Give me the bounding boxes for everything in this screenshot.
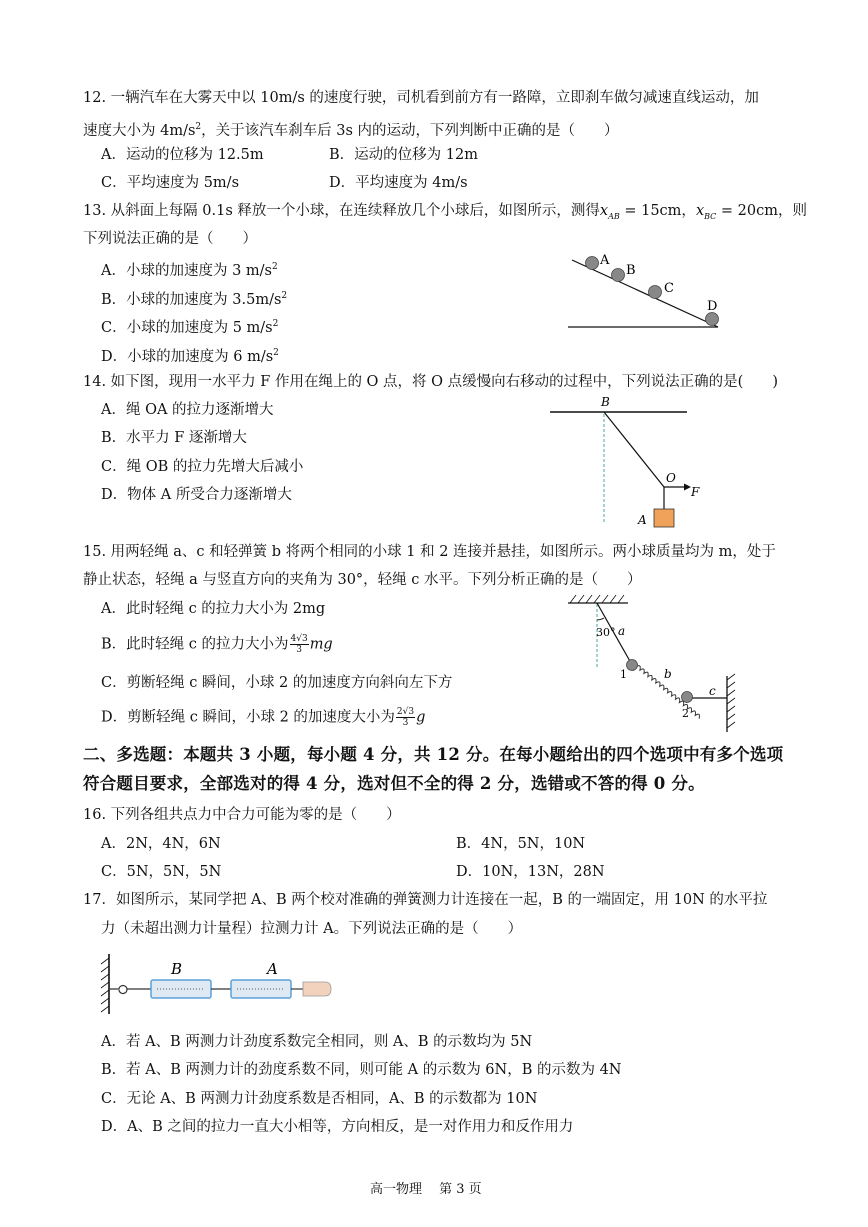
label-c: C [664, 281, 674, 296]
label-b: B [171, 960, 183, 978]
incline-line [572, 260, 718, 327]
label-a: A [267, 960, 278, 978]
q14-option-c: C．绳 OB 的拉力先增大后减小 [101, 459, 304, 475]
q17-option-b: B．若 A、B 两测力计的劲度系数不同，则可能 A 的示数为 6N，B 的示数为 4N [101, 1062, 622, 1078]
label-angle: 30° [596, 626, 616, 639]
q17-option-a: A．若 A、B 两测力计劲度系数完全相同，则 A、B 的示数均为 5N [101, 1034, 533, 1050]
q12-option-b: B．运动的位移为 12m [329, 147, 478, 163]
label-2: 2 [682, 707, 689, 720]
angle-arc [597, 618, 604, 620]
q13-incline-figure [560, 245, 730, 335]
q13-option-d: D．小球的加速度为 6 $m/s^2$ [101, 348, 279, 365]
q17-option-d: D．A、B 之间的拉力一直大小相等，方向相反，是一对作用力和反作用力 [101, 1119, 574, 1135]
q13-option-b: B．小球的加速度为 $3.5m/s^2$ [101, 291, 288, 308]
page-footer: 高一物理 第 3 页 [370, 1182, 482, 1197]
q15-line2: 静止状态，轻绳 a 与竖直方向的夹角为 30°，轻绳 c 水平。下列分析正确的是（ ） [83, 572, 642, 588]
q15-line1: 15. 用两轻绳 a、c 和轻弹簧 b 将两个相同的小球 1 和 2 连接并悬挂，如图所示。两小球质量均为 m，处于 [83, 544, 776, 560]
q16-option-d: D．10N，13N，28N [456, 864, 605, 880]
label-c: c [709, 684, 716, 698]
label-b: B [601, 395, 610, 409]
section-2-heading-line2: 符合题目要求，全部选对的得 4 分，选对但不全的得 2 分，选错或不答的得 0 分。 [83, 774, 705, 793]
ball-2 [682, 692, 693, 703]
q16-option-a: A．2N，4N，6N [101, 836, 221, 852]
q17-line1: 17．如图所示，某同学把 A、B 两个校对准确的弹簧测力计连接在一起，B 的一端固定，用 10N 的水平拉 [83, 892, 768, 908]
label-b: B [626, 263, 636, 278]
hook [109, 986, 127, 994]
q13-option-a: A．小球的加速度为 3 $m/s^2$ [101, 262, 278, 279]
q17-spring-scale-figure [97, 948, 337, 1018]
q16-option-b: B．4N，5N，10N [456, 836, 586, 852]
ball-1 [627, 660, 638, 671]
label-f: F [691, 485, 700, 499]
q15-option-a: A．此时轻绳 c 的拉力大小为 2mg [101, 601, 326, 617]
q17-option-c: C．无论 A、B 两测力计劲度系数是否相同，A、B 的示数都为 10N [101, 1091, 538, 1107]
q15-option-b: B．此时轻绳 c 的拉力大小为 $\frac{4√3}{3}$ mg [101, 634, 333, 655]
q14-rope-figure [545, 390, 715, 535]
label-1: 1 [620, 668, 627, 681]
q15-option-d: D．剪断轻绳 c 瞬间，小球 2 的加速度大小为 $\frac{2√3}{3}$ g [101, 707, 426, 728]
q12-option-d: D．平均速度为 4m/s [329, 175, 468, 191]
q14-option-b: B．水平力 F 逐渐增大 [101, 430, 247, 446]
label-o: O [666, 471, 676, 485]
block-a [654, 509, 674, 527]
label-b: b [664, 667, 672, 681]
q17-line2: 力（未超出测力计量程）拉测力计 A。下列说法正确的是（ ） [101, 921, 523, 937]
q13-option-c: C．小球的加速度为 5 $m/s^2$ [101, 319, 279, 336]
rope-ob [604, 412, 664, 487]
q12-option-a: A．运动的位移为 12.5m [101, 147, 264, 163]
q15-spring-figure [560, 590, 740, 740]
section-2-heading-line1: 二、多选题：本题共 3 小题，每小题 4 分，共 12 分。在每小题给出的四个选项中有多个选项 [83, 745, 784, 764]
force-arrow-head [684, 484, 691, 491]
label-a: a [618, 624, 626, 638]
ball-b [612, 269, 625, 282]
hand [303, 982, 331, 996]
q14-line1: 14. 如下图，现用一水平力 F 作用在绳上的 O 点，将 O 点缓慢向右移动的过程中，下列说法正确的是( ) [83, 374, 778, 390]
label-d: D [707, 299, 718, 314]
q16-option-c: C．5N，5N，5N [101, 864, 222, 880]
ball-c [649, 286, 662, 299]
q14-option-d: D．物体 A 所受合力逐渐增大 [101, 487, 292, 503]
ceiling-hatch [568, 595, 628, 603]
label-a: A [638, 513, 647, 527]
q12-line1: 12. 一辆汽车在大雾天中以 10m/s 的速度行驶，司机看到前方有一路障，立即刹车做匀减速直线运动，加 [83, 90, 759, 106]
ball-d [706, 313, 719, 326]
wall-hatch [101, 954, 109, 1014]
ball-a [586, 257, 599, 270]
label-a: A [600, 253, 610, 268]
q14-option-a: A．绳 OA 的拉力逐渐增大 [101, 402, 274, 418]
q13-line1: 13. 从斜面上每隔 0.1s 释放一个小球，在连续释放几个小球后，如图所示，测得$x_{AB} = 15cm$，$x_{BC} = 20cm$，则 [83, 203, 807, 221]
q16-line1: 16. 下列各组共点力中合力可能为零的是（ ） [83, 807, 401, 823]
q12-line2: 速度大小为 $4m/s^2$，关于该汽车刹车后 3s 内的运动，下列判断中正确的是（ ） [83, 122, 619, 139]
wall-hatch [727, 674, 735, 732]
q15-option-c: C．剪断轻绳 c 瞬间，小球 2 的加速度方向斜向左下方 [101, 675, 453, 691]
q13-line2: 下列说法正确的是（ ） [83, 231, 257, 247]
q12-option-c: C．平均速度为 5m/s [101, 175, 240, 191]
